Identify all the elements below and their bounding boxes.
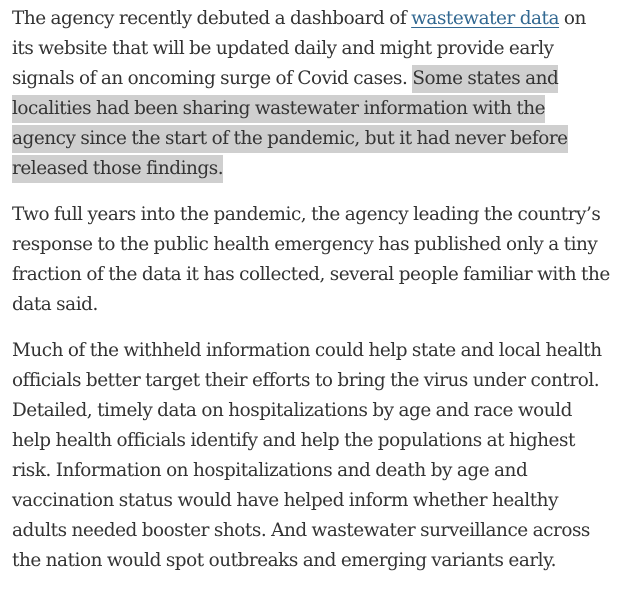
wastewater-data-link[interactable]: wastewater data bbox=[411, 8, 560, 29]
paragraph-3: Much of the withheld information could help state and local health officials better target their efforts to bring the virus under control. Detailed, timely data on hospitalizations by age and race would help health officials identify and help the populations at highest risk. Information on hospitalizations and death by age and vaccination status would have helped inform whether healthy adults needed booster shots. And wastewater surveillance across the nation would spot outbreaks and emerging variants early. bbox=[12, 340, 602, 571]
paragraph-1 bbox=[12, 4, 612, 184]
paragraph-1-text-continued: on its website that will be updated daily and might provide early signals of an oncoming surge of Covid cases. bbox=[12, 8, 586, 89]
paragraph-2: Two full years into the pandemic, the agency leading the country’s response to the public health emergency has published only a tiny fraction of the data it has collected, several people familiar with the data said. bbox=[12, 204, 610, 315]
highlighted-text[interactable]: Some states and localities had been sharing wastewater information with the agency since the start of the pandemic, but it had never before released those findings. bbox=[12, 65, 568, 183]
paragraph-1-text: The agency recently debuted a dashboard of bbox=[12, 8, 412, 29]
article-body bbox=[12, 4, 612, 592]
